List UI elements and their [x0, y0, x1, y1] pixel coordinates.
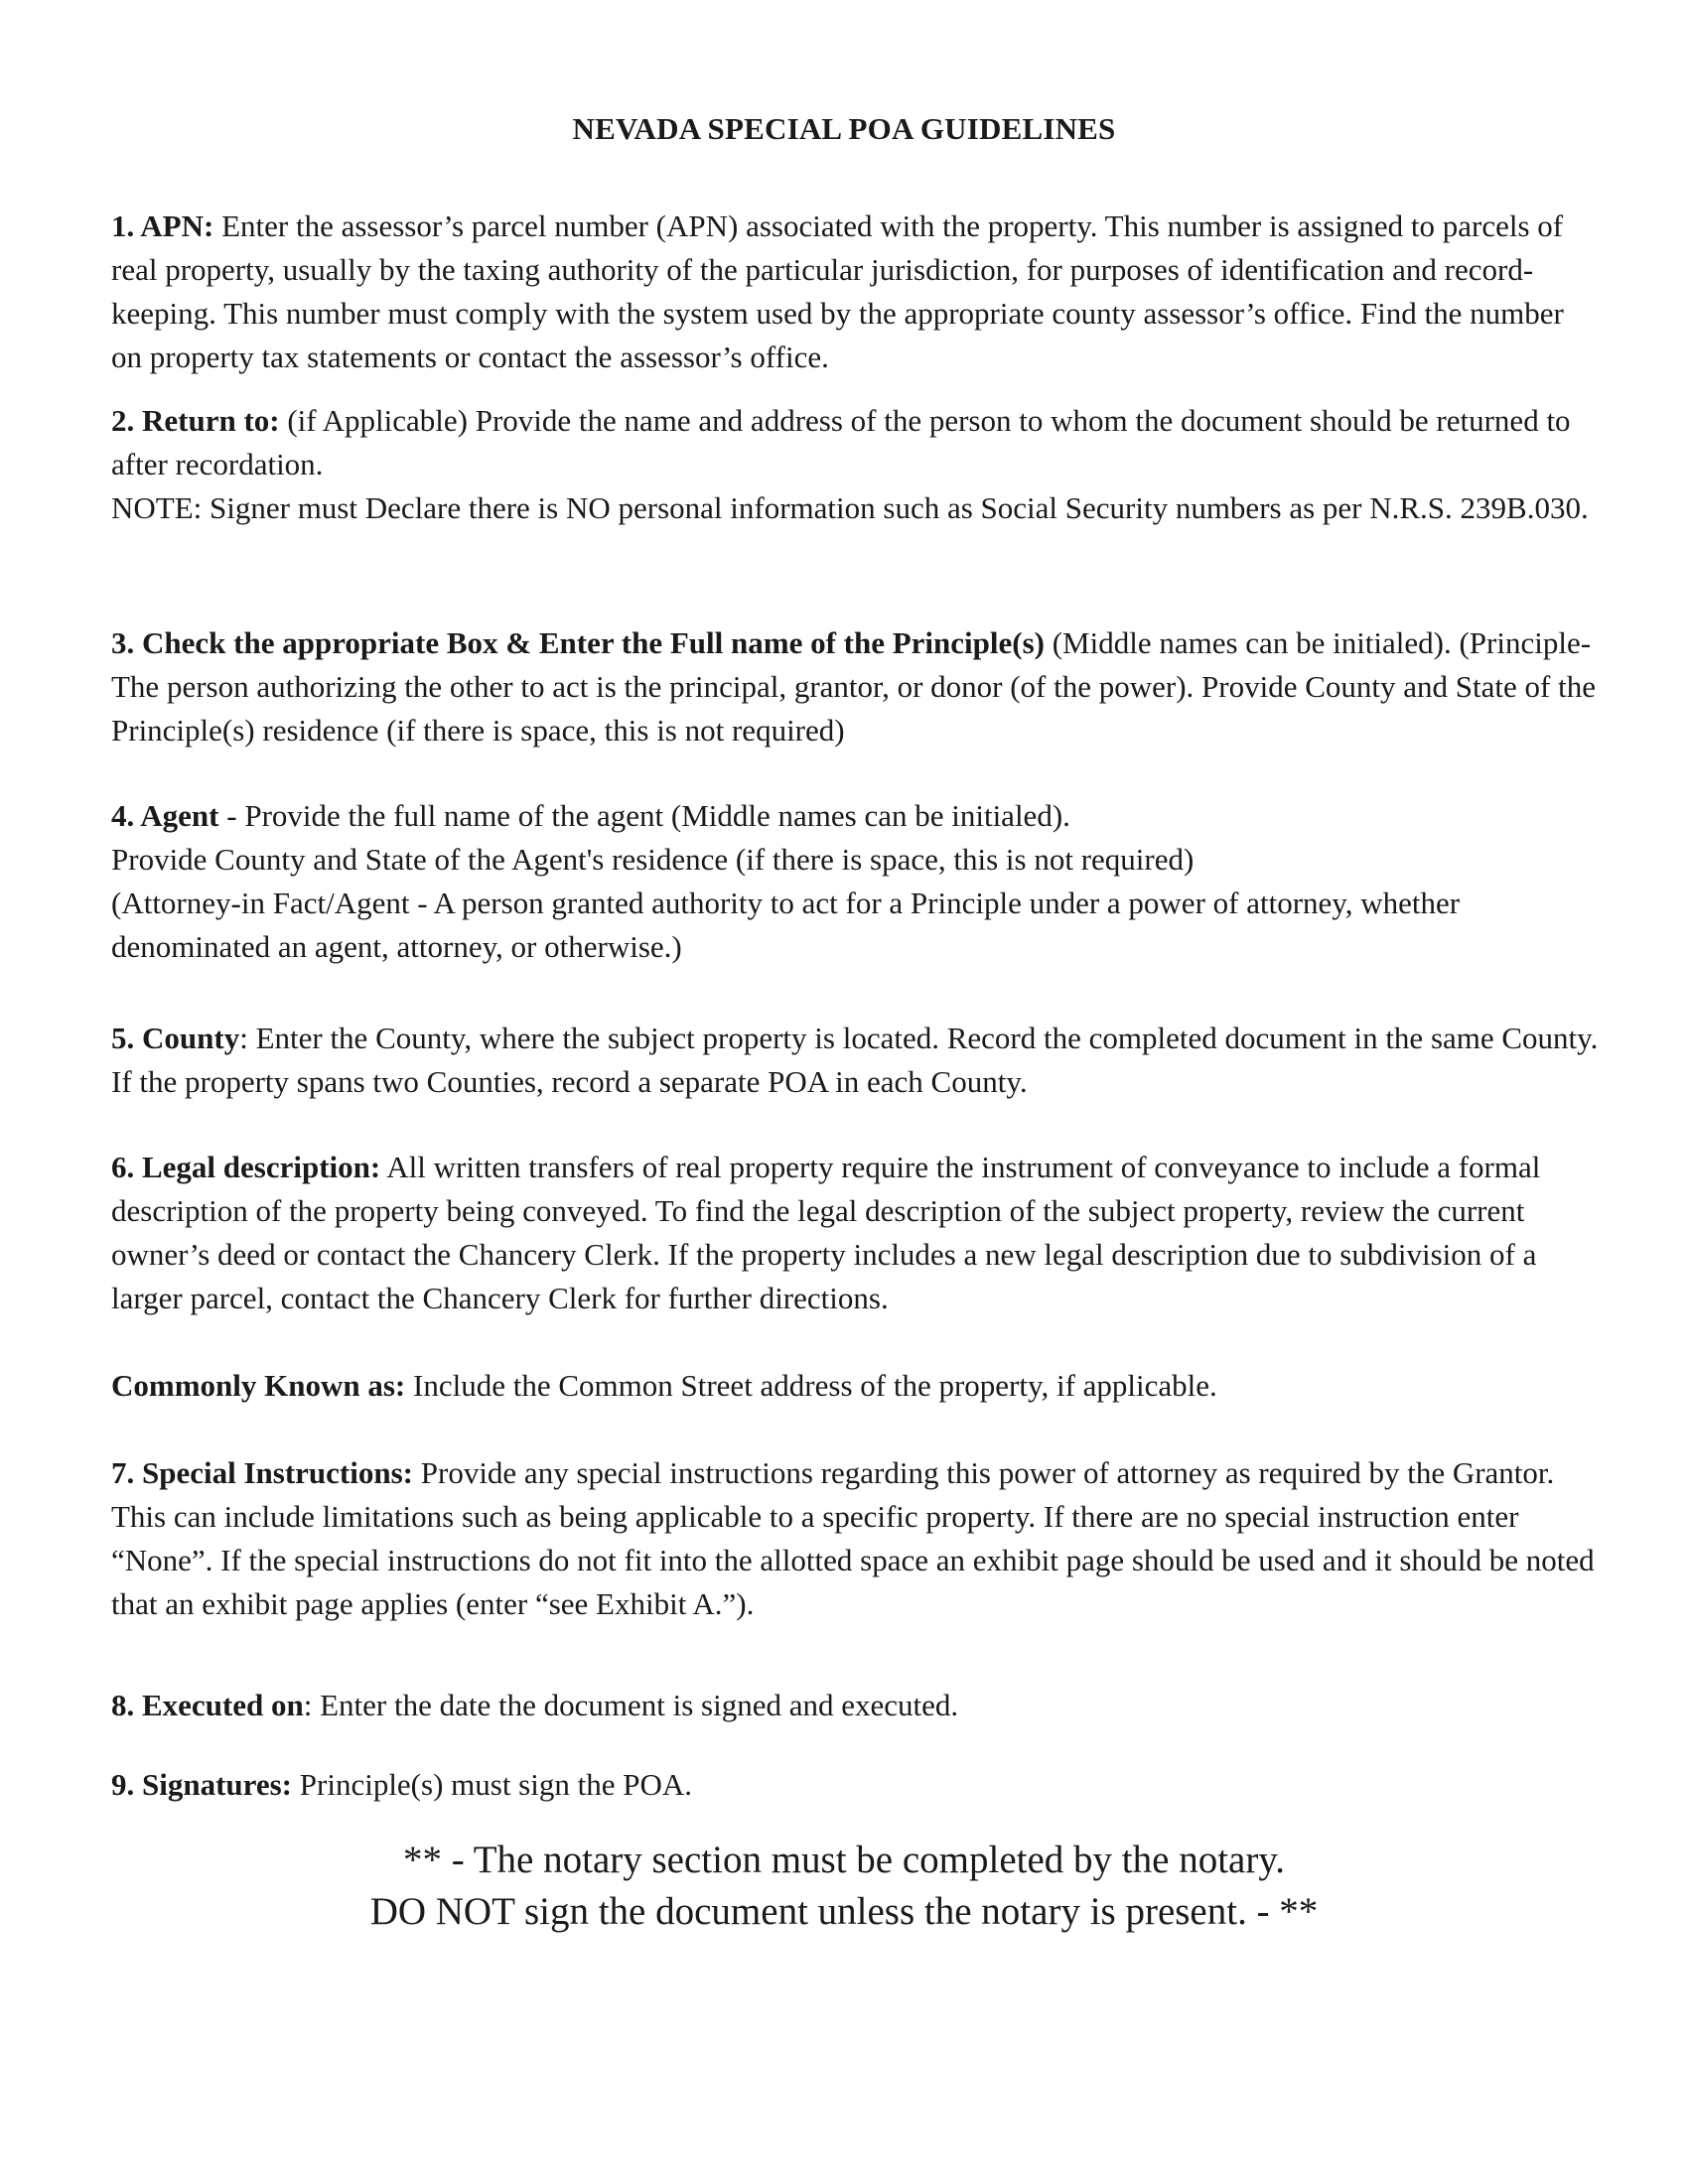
section-county	[111, 1017, 1601, 1104]
section-heading-commonly-known: Commonly Known as:	[111, 1368, 406, 1403]
section-special-instructions	[111, 1451, 1601, 1626]
section-text-signatures: Principle(s) must sign the POA.	[292, 1767, 693, 1802]
section-heading-agent: 4. Agent	[111, 798, 219, 833]
section-text-principal: (Middle names can be initialed). (Principle-The person authorizing the other to act is the principal, grantor, or donor (of the power). Provide County and State of the Principle(s) residence (if there is space, this is not required)	[111, 625, 1596, 748]
section-signatures	[111, 1763, 1601, 1807]
section-heading-special-instructions: 7. Special Instructions:	[111, 1455, 413, 1490]
section-text-executed-on: : Enter the date the document is signed and executed.	[303, 1688, 959, 1722]
section-heading-principal: 3. Check the appropriate Box & Enter the Full name of the Principle(s)	[111, 625, 1045, 660]
section-text-agent: - Provide the full name of the agent (Middle names can be initialed).	[218, 798, 1070, 833]
section-text-return-to: (if Applicable) Provide the name and address of the person to whom the document should be returned to after recordation.	[111, 403, 1571, 481]
section-executed-on	[111, 1684, 1601, 1727]
notary-notice-line2: DO NOT sign the document unless the notary is present. - **	[369, 1890, 1319, 1933]
section-apn	[111, 205, 1601, 379]
section-heading-signatures: 9. Signatures:	[111, 1767, 293, 1802]
section-heading-legal-description: 6. Legal description:	[111, 1150, 381, 1184]
section-note-return-to: NOTE: Signer must Declare there is NO personal information such as Social Security numbers as per N.R.S. 239B.030.	[111, 490, 1589, 525]
section-line2-agent: Provide County and State of the Agent's residence (if there is space, this is not required)	[111, 842, 1195, 877]
section-line3-agent: (Attorney-in Fact/Agent - A person granted authority to act for a Principle under a power of attorney, whether denominated an agent, attorney, or otherwise.)	[111, 886, 1461, 964]
section-heading-apn: 1. APN:	[111, 208, 214, 243]
section-commonly-known	[111, 1364, 1601, 1408]
section-text-legal-description: All written transfers of real property require the instrument of conveyance to include a formal description of the property being conveyed. To find the legal description of the subject property, review the current owner’s deed or contact the Chancery Clerk. If the property includes a new legal description due to subdivision of a larger parcel, contact the Chancery Clerk for further directions.	[111, 1150, 1541, 1315]
section-legal-description	[111, 1146, 1601, 1320]
notary-notice-line1: ** - The notary section must be completed by the notary.	[402, 1839, 1286, 1881]
section-heading-county: 5. County	[111, 1021, 240, 1055]
section-text-special-instructions: Provide any special instructions regarding this power of attorney as required by the Grantor. This can include limitations such as being applicable to a specific property. If there are no special instruction enter “None”. If the special instructions do not fit into the allotted space an exhibit page should be used and it should be noted that an exhibit page applies (enter “see Exhibit A.”).	[111, 1455, 1595, 1621]
section-text-apn: Enter the assessor’s parcel number (APN) associated with the property. This number is assigned to parcels of real property, usually by the taxing authority of the particular jurisdiction, for purposes of identification and record-keeping. This number must comply with the system used by the appropriate county assessor’s office. Find the number on property tax statements or contact the assessor’s office.	[111, 208, 1564, 374]
document-title: NEVADA SPECIAL POA GUIDELINES	[572, 111, 1116, 146]
section-return-to	[111, 399, 1601, 530]
section-text-county: : Enter the County, where the subject property is located. Record the completed document in the same County. If the property spans two Counties, record a separate POA in each County.	[111, 1021, 1599, 1099]
section-heading-return-to: 2. Return to:	[111, 403, 280, 438]
notary-notice	[0, 1835, 1688, 1938]
section-text-commonly-known: Include the Common Street address of the property, if applicable.	[405, 1368, 1217, 1403]
section-agent	[111, 794, 1601, 969]
section-principal	[111, 621, 1601, 752]
section-heading-executed-on: 8. Executed on	[111, 1688, 304, 1722]
